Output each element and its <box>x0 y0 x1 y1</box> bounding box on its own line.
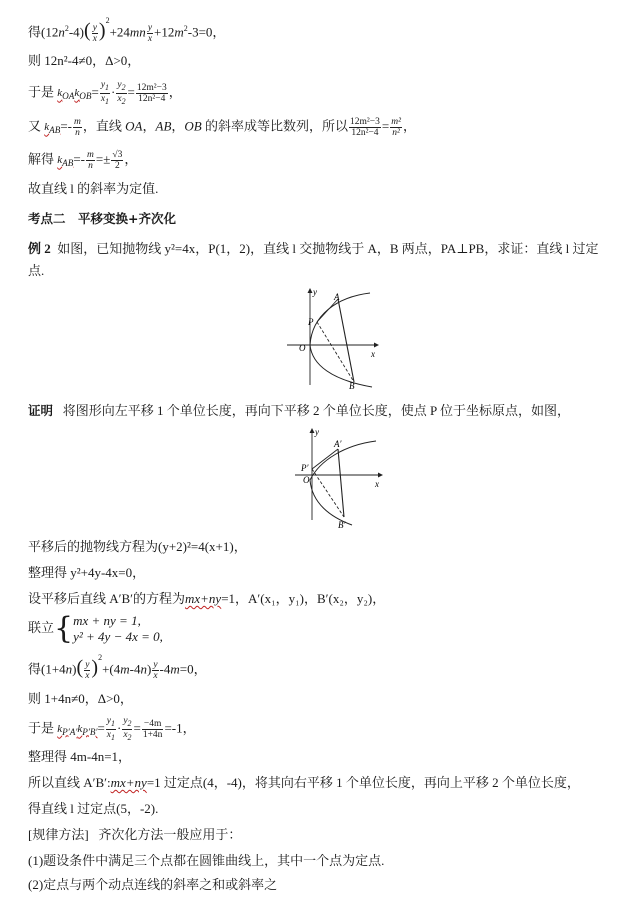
page-fade <box>461 866 641 894</box>
line-ab <box>338 449 344 517</box>
equation-line-2: 则 12n²-4≠0，Δ>0， <box>28 53 141 68</box>
parabola-curve <box>310 441 376 525</box>
y-axis-arrow <box>308 288 313 293</box>
label-b: B′ <box>338 520 346 530</box>
section-heading: 考点二 平移变换+齐次化 <box>28 211 176 226</box>
label-x: x <box>375 479 379 489</box>
figure-2-translated <box>290 425 390 530</box>
rule-item-2: (2)定点与两个动点连线的斜率之和或斜率之 <box>28 877 278 892</box>
y-axis-arrow <box>310 428 315 433</box>
example-2-line-2: 点. <box>28 263 45 278</box>
x-axis-arrow <box>374 343 379 348</box>
proof-step-9: 所以直线 A′B′:mx+ny=1 过定点(4，-4)，将其向右平移 1 个单位长度，再向上平移 2 个单位长度， <box>28 775 580 790</box>
equation-line-4: 又 $k_{AB}=-$ $\frac{m}{n}$ ，直线 OA，AB，OB 的斜率成等比数列，所以 $\frac{\text{12m²−3}}{\text{12n²−4}}$ = $\frac{\text{m²}}{\text{n²}}$ ， <box>28 117 416 138</box>
example-2-line-1: 例 2 如图，已知抛物线 y²=4x，P(1，2)，直线 l 交抛物线于 A，B 两点，PA⊥PB，求证：直线 l 过定 <box>28 241 599 256</box>
segment-pa <box>312 449 338 469</box>
parabola-curve <box>310 293 372 387</box>
equation-line-5: 解得 $k_{AB}=-$ $\frac{m}{n}$ =± $\frac{√3}{2}$ ， <box>28 150 138 171</box>
label-a: A <box>334 292 340 302</box>
label-y: y <box>315 427 319 437</box>
label-o: O <box>303 475 310 485</box>
figure-1-parabola <box>282 285 382 390</box>
rule-item-1: (1)题设条件中满足三个点都在圆锥曲线上，其中一个点为定点. <box>28 853 385 868</box>
label-p: P′ <box>301 463 309 473</box>
proof-line: 证明 将图形向左平移 1 个单位长度，再向下平移 2 个单位长度，使点 P 位于坐标原点，如图， <box>28 403 571 418</box>
rule-method-line: [规律方法] 齐次化方法一般应用于： <box>28 827 242 842</box>
label-x: x <box>371 349 375 359</box>
proof-step-5: 得(1+4n)( $\frac{y}{x}$ )$^2$+(4m-4n) $\frac{y}{x}$ -4m=0， <box>28 653 207 681</box>
proof-step-10: 得直线 l 过定点(5，-2). <box>28 801 159 816</box>
proof-step-4-system: 联立{mx + ny = 1, y² + 4y − 4x = 0, <box>28 611 163 647</box>
proof-step-8: 整理得 4m-4n=1， <box>28 749 132 764</box>
label-b: B <box>349 381 355 390</box>
proof-step-1: 平移后的抛物线方程为(y+2)²=4(x+1)， <box>28 539 247 554</box>
conclusion-line: 故直线 l 的斜率为定值. <box>28 181 159 196</box>
label-a: A′ <box>334 439 342 449</box>
label-p: P <box>308 317 314 327</box>
equation-line-1: 得$(12n^2-4)$( $\frac{y}{x}$ )$^2$+24mn $\frac{y}{x}$ $+12m^2-3=0$， <box>28 16 226 44</box>
x-axis-arrow <box>378 473 383 478</box>
segment-pb <box>312 469 344 517</box>
label-y: y <box>313 287 317 297</box>
segment-pa <box>317 299 338 322</box>
proof-step-2: 整理得 y²+4y-4x=0， <box>28 565 146 580</box>
proof-step-3: 设平移后直线 A′B′的方程为mx+ny=1，A′(x₁，y₁)，B′(x₂，y₂)， <box>28 591 386 606</box>
equation-line-3: 于是 $k_{OA}k_{OB}=$ $\frac{y_1}{x_1}$ · $\frac{y_2}{x_2}$ = $\frac{\text{12m²−3}}{\text{12n²−4}}$ ， <box>28 80 182 106</box>
proof-step-7: 于是 $k_{P'A'}k_{P'B'}=$ $\frac{y_1}{x_1}$ · $\frac{y_2}{x_2}$ = $\frac{-4m}{1+4n}$ =-1， <box>28 716 196 742</box>
label-o: O <box>299 343 306 353</box>
proof-step-6: 则 1+4n≠0，Δ>0， <box>28 691 133 706</box>
